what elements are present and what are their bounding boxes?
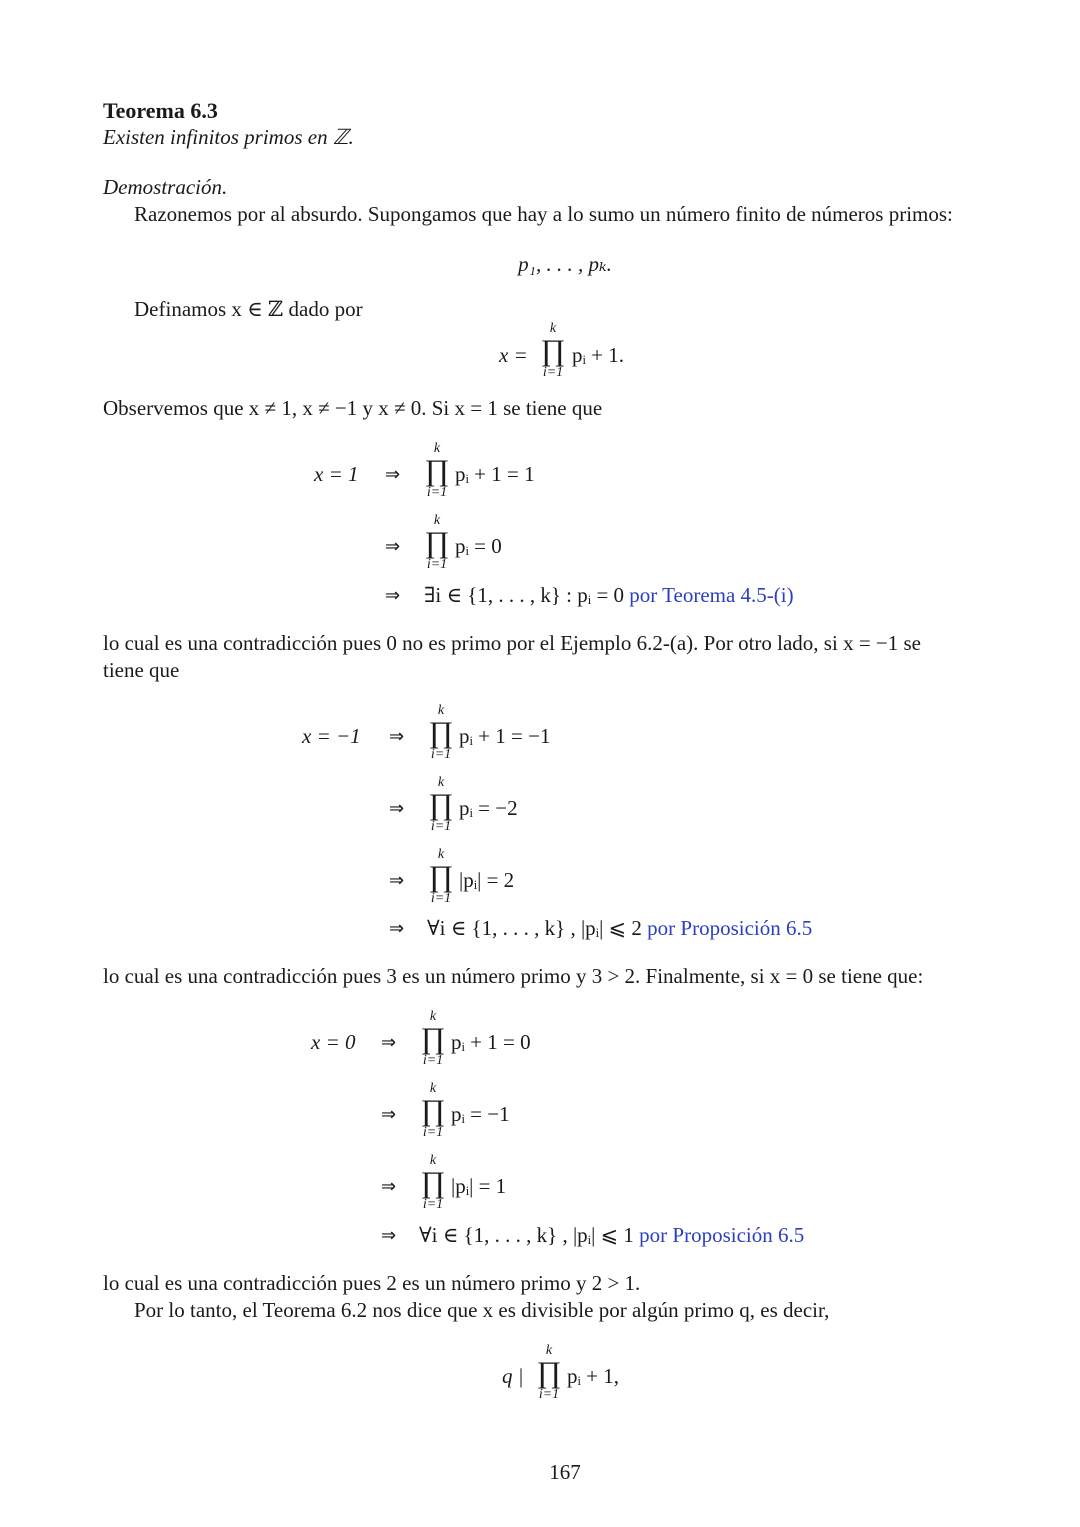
product-operator	[534, 1344, 564, 1402]
implies-arrow: ⇒	[389, 726, 405, 747]
product-operator	[426, 776, 456, 834]
conclusion: Por lo tanto, el Teorema 6.2 nos dice que x es divisible por algún primo q, es decir,	[134, 1298, 830, 1322]
product-lower: i=1	[426, 485, 448, 500]
implies-arrow: ⇒	[385, 536, 401, 557]
product-operator	[422, 442, 452, 500]
ref-link-proposition-6-5[interactable]: por Proposición 6.5	[647, 916, 813, 940]
case2-line4-text: ∀i ∈ {1, . . . , k} , |pᵢ| ⩽ 2	[427, 916, 642, 940]
primes-list: p₁, . . . , pₖ.	[518, 252, 612, 276]
product-operator	[422, 514, 452, 572]
implies-arrow: ⇒	[389, 918, 405, 939]
product-symbol: ∏	[428, 860, 454, 893]
implies-arrow: ⇒	[381, 1104, 397, 1125]
product-upper: k	[437, 775, 445, 790]
product-lower: i=1	[426, 557, 448, 572]
after-case1-line1: lo cual es una contradicción pues 0 no es primo por el Ejemplo 6.2-(a). Por otro lado, si x = −1 se	[103, 631, 921, 655]
product-symbol: ∏	[428, 716, 454, 749]
product-upper: k	[433, 513, 441, 528]
final-rhs: pᵢ + 1,	[567, 1364, 620, 1388]
implies-arrow: ⇒	[385, 464, 401, 485]
product-upper: k	[429, 1153, 437, 1168]
implies-arrow: ⇒	[381, 1032, 397, 1053]
proof-label: Demostración.	[103, 175, 228, 199]
product-symbol: ∏	[420, 1094, 446, 1127]
case3-line2: pᵢ = −1	[451, 1102, 510, 1126]
product-operator	[538, 322, 568, 380]
product-symbol: ∏	[428, 788, 454, 821]
case3-line4	[419, 1225, 804, 1246]
product-lower: i=1	[430, 891, 452, 906]
product-lower: i=1	[422, 1053, 444, 1068]
ref-link-proposition-6-5[interactable]: por Proposición 6.5	[639, 1223, 805, 1247]
product-operator	[418, 1082, 448, 1140]
product-operator	[418, 1154, 448, 1212]
theorem-title: Teorema 6.3	[103, 98, 218, 123]
case2-line3: |pᵢ| = 2	[459, 868, 515, 892]
product-operator	[426, 704, 456, 762]
product-symbol: ∏	[536, 1356, 562, 1389]
product-lower: i=1	[422, 1197, 444, 1212]
case2-line4	[427, 918, 812, 939]
case3-line4-text: ∀i ∈ {1, . . . , k} , |pᵢ| ⩽ 1	[419, 1223, 634, 1247]
define-text: Definamos x ∈ ℤ dado por	[134, 297, 363, 321]
theorem-statement: Existen infinitos primos en ℤ.	[103, 125, 354, 149]
product-symbol: ∏	[540, 334, 566, 367]
case2-line1: pᵢ + 1 = −1	[459, 724, 551, 748]
case3-line1: pᵢ + 1 = 0	[451, 1030, 531, 1054]
product-lower: i=1	[538, 1387, 560, 1402]
case1-line3	[424, 585, 794, 606]
product-symbol: ∏	[424, 526, 450, 559]
define-rhs: pᵢ + 1.	[572, 343, 625, 367]
product-upper: k	[433, 441, 441, 456]
case1-line3-text: ∃i ∈ {1, . . . , k} : pᵢ = 0	[424, 583, 625, 607]
product-operator	[418, 1010, 448, 1068]
product-lower: i=1	[422, 1125, 444, 1140]
case2-line2: pᵢ = −2	[459, 796, 518, 820]
product-upper: k	[437, 703, 445, 718]
implies-arrow: ⇒	[389, 798, 405, 819]
case1-line1: pᵢ + 1 = 1	[455, 462, 535, 486]
case1-lhs: x = 1	[314, 462, 359, 486]
product-upper: k	[549, 321, 557, 336]
product-upper: k	[429, 1081, 437, 1096]
proof-intro: Razonemos por al absurdo. Supongamos que hay a lo sumo un número finito de números primos:	[134, 202, 953, 226]
product-symbol: ∏	[424, 454, 450, 487]
product-symbol: ∏	[420, 1166, 446, 1199]
implies-arrow: ⇒	[381, 1225, 397, 1246]
case2-lhs: x = −1	[302, 724, 361, 748]
product-upper: k	[437, 847, 445, 862]
implies-arrow: ⇒	[381, 1176, 397, 1197]
product-upper: k	[429, 1009, 437, 1024]
product-symbol: ∏	[420, 1022, 446, 1055]
implies-arrow: ⇒	[385, 585, 401, 606]
product-lower: i=1	[542, 365, 564, 380]
after-case2: lo cual es una contradicción pues 3 es un número primo y 3 > 2. Finalmente, si x = 0 se tiene que:	[103, 964, 924, 988]
after-case1-line2: tiene que	[103, 658, 180, 682]
product-upper: k	[545, 1343, 553, 1358]
product-lower: i=1	[430, 819, 452, 834]
case3-lhs: x = 0	[311, 1030, 356, 1054]
product-lower: i=1	[430, 747, 452, 762]
after-case3: lo cual es una contradicción pues 2 es un número primo y 2 > 1.	[103, 1271, 641, 1295]
implies-arrow: ⇒	[389, 870, 405, 891]
define-lhs: x =	[499, 343, 528, 367]
final-lhs: q |	[502, 1364, 524, 1388]
case1-line2: pᵢ = 0	[455, 534, 502, 558]
page-number: 167	[549, 1460, 581, 1484]
case3-line3: |pᵢ| = 1	[451, 1174, 507, 1198]
observe-text: Observemos que x ≠ 1, x ≠ −1 y x ≠ 0. Si x = 1 se tiene que	[103, 396, 603, 420]
ref-link-theorem-4-5[interactable]: por Teorema 4.5-(i)	[629, 583, 794, 607]
product-operator	[426, 848, 456, 906]
